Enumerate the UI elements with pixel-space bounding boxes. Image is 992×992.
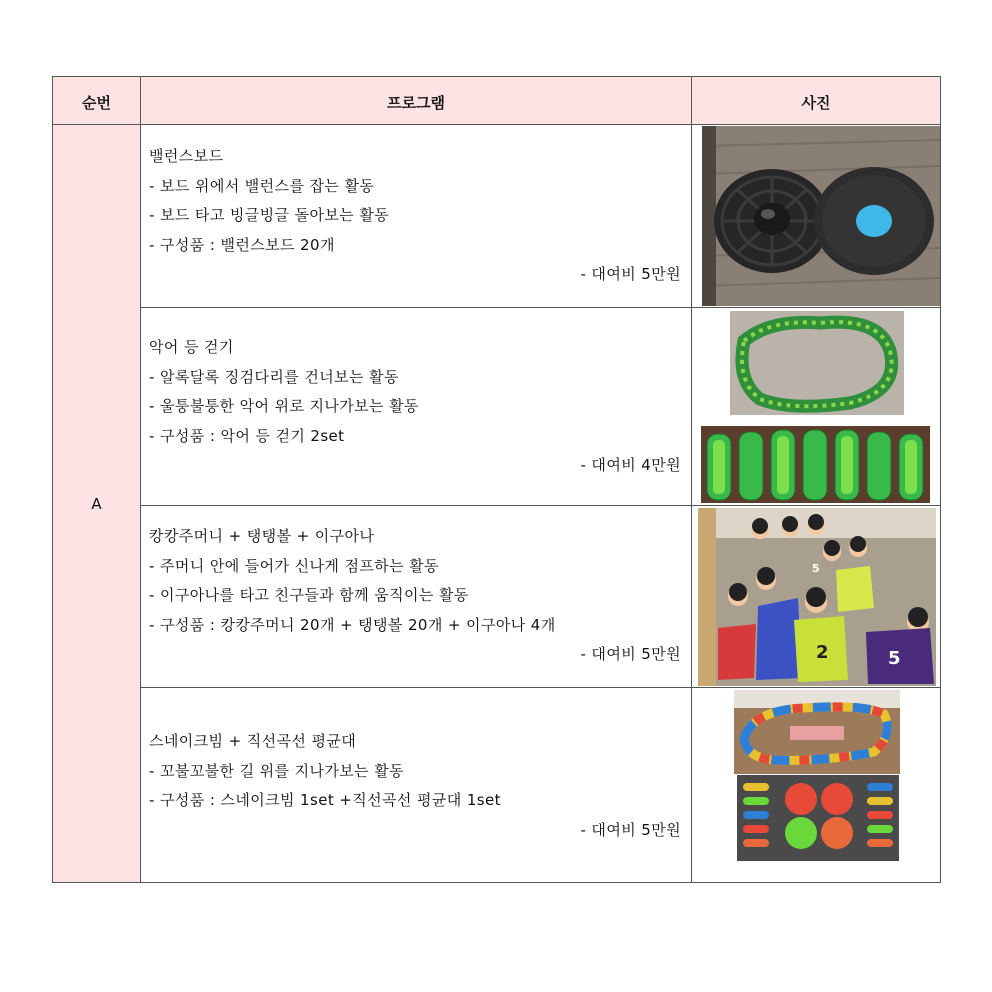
divider — [691, 77, 692, 882]
program-entry — [141, 333, 691, 481]
program-line: - 구성품 : 캉캉주머니 20개 + 탱탱볼 20개 + 이구아나 4개 — [149, 615, 556, 634]
program-title: 스네이크빔 + 직선곡선 평균대 — [149, 732, 357, 750]
crocodile-pieces-photo — [701, 426, 930, 503]
snake-beam-photo — [734, 690, 900, 774]
program-title: 캉캉주머니 + 탱탱볼 + 이구아나 — [149, 527, 375, 545]
program-entry — [141, 727, 691, 845]
program-fee: - 대여비 4만원 — [580, 456, 681, 474]
program-line: - 꼬불꼬불한 길 위를 지나가보는 활동 — [149, 761, 405, 780]
program-entry — [141, 142, 691, 290]
header-seq: 순번 — [82, 94, 111, 112]
header-photo-cell — [692, 77, 940, 125]
program-fee: - 대여비 5만원 — [580, 265, 681, 283]
program-line: - 구성품 : 밸런스보드 20개 — [149, 235, 335, 254]
program-table — [52, 76, 941, 883]
header-seq-cell — [53, 77, 140, 125]
divider — [141, 307, 940, 308]
header-photo: 사진 — [801, 94, 831, 112]
crocodile-path-photo — [730, 311, 904, 415]
divider — [141, 687, 940, 688]
sack-number: 2 — [816, 642, 829, 663]
header-program: 프로그램 — [387, 94, 445, 112]
header-program-cell — [141, 77, 691, 125]
program-fee: - 대여비 5만원 — [580, 645, 681, 663]
program-line: - 구성품 : 스네이크빔 1set +직선곡선 평균대 1set — [149, 791, 501, 809]
divider — [141, 505, 940, 506]
program-line: - 울퉁불퉁한 악어 위로 지나가보는 활동 — [149, 397, 419, 415]
program-line: - 구성품 : 악어 등 걷기 2set — [149, 426, 345, 445]
program-title: 밸런스보드 — [149, 147, 224, 165]
program-line: - 보드 위에서 밸런스를 잡는 활동 — [149, 176, 375, 195]
balance-board-photo — [702, 126, 940, 306]
program-line: - 이구아나를 타고 친구들과 함께 움직이는 활동 — [149, 586, 469, 604]
sack-number: 5 — [812, 562, 820, 575]
program-line: - 보드 타고 빙글빙글 돌아보는 활동 — [149, 206, 390, 224]
balance-beam-photo — [737, 775, 899, 861]
program-title: 악어 등 걷기 — [149, 338, 234, 356]
sack-number: 5 — [888, 648, 901, 669]
divider — [53, 124, 940, 125]
kids-sack-photo — [698, 508, 936, 686]
group-label: A — [91, 495, 102, 513]
program-fee: - 대여비 5만원 — [580, 820, 681, 839]
group-cell — [53, 125, 140, 882]
program-line: - 알록달록 징검다리를 건너보는 활동 — [149, 367, 399, 386]
program-line: - 주머니 안에 들어가 신나게 점프하는 활동 — [149, 556, 439, 575]
program-entry — [141, 522, 691, 670]
